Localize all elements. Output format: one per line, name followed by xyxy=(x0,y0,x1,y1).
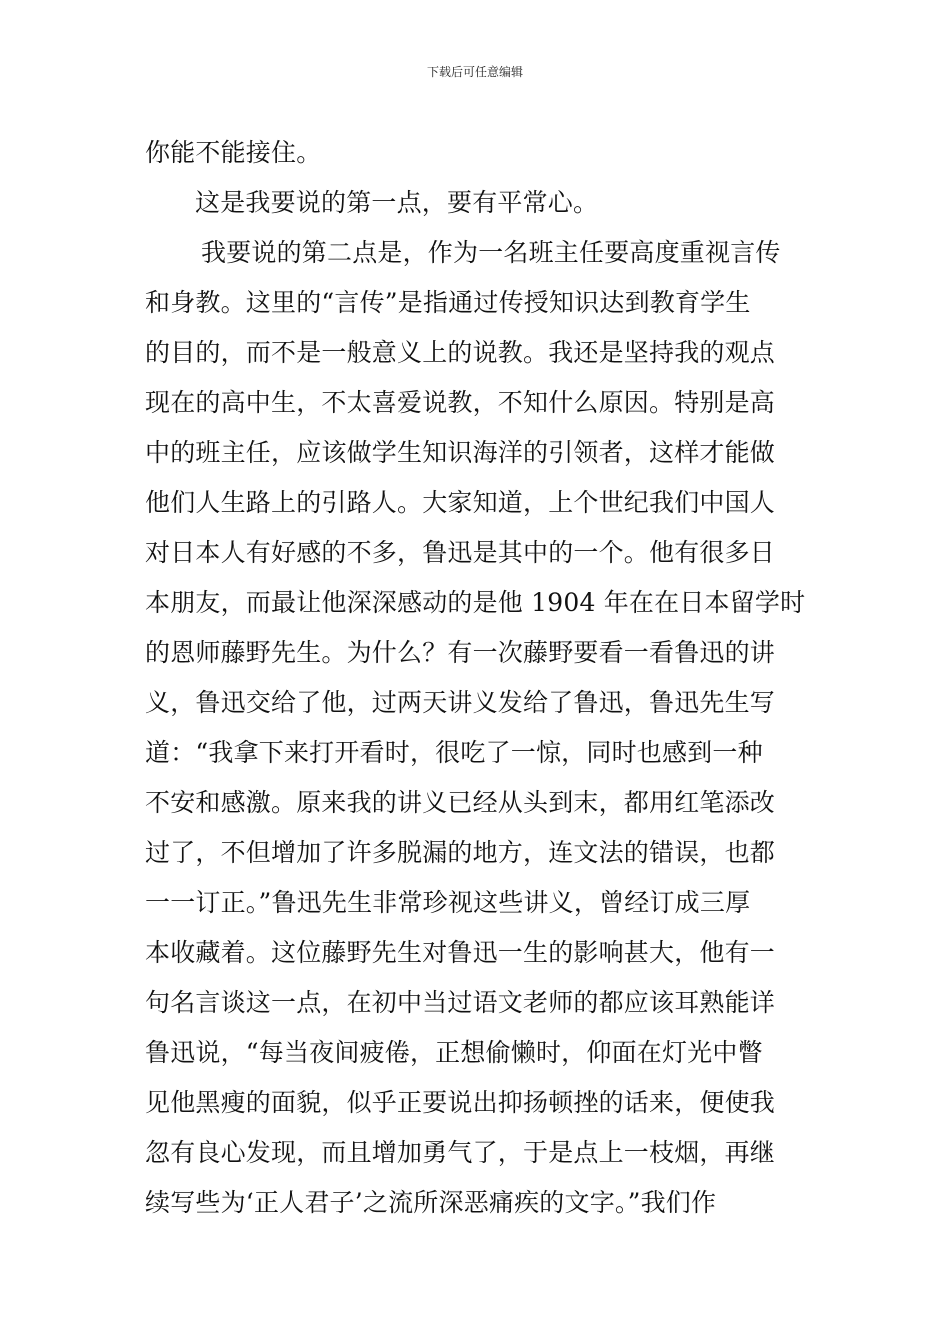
page-header: 下载后可任意编辑 xyxy=(426,65,523,79)
text-line: 本收藏着。这位藤野先生对鲁迅一生的影响甚大，他有一 xyxy=(145,938,776,967)
text-line: 他们人生路上的引路人。大家知道，上个世纪我们中国人 xyxy=(145,488,776,517)
text-line: 不安和感激。原来我的讲义已经从头到末，都用红笔添改 xyxy=(145,788,776,817)
text-line: 中的班主任，应该做学生知识海洋的引领者，这样才能做 xyxy=(145,438,776,467)
text-line: 的目的，而不是一般意义上的说教。我还是坚持我的观点 xyxy=(145,338,776,367)
text-line: 句名言谈这一点，在初中当过语文老师的都应该耳熟能详 xyxy=(145,988,776,1017)
text-line: 义，鲁迅交给了他，过两天讲义发给了鲁迅，鲁迅先生写 xyxy=(145,688,776,717)
text-line: 续写些为‘正人君子’之流所深恶痛疾的文字。”我们作 xyxy=(145,1188,717,1217)
text-line: 一一订正。”鲁迅先生非常珍视这些讲义，曾经订成三厚 xyxy=(145,888,751,917)
text-line: 本朋友，而最让他深深感动的是他 1904 年在在日本留学时 xyxy=(145,588,806,617)
text-line: 这是我要说的第一点，要有平常心。 xyxy=(195,188,599,217)
text-line: 道：“我拿下来打开看时，很吃了一惊，同时也感到一种 xyxy=(145,738,763,767)
text-line: 见他黑瘦的面貌，似乎正要说出抑扬顿挫的话来，便使我 xyxy=(145,1088,776,1117)
text-line: 的恩师藤野先生。为什么？有一次藤野要看一看鲁迅的讲 xyxy=(145,638,776,667)
text-line: 我要说的第二点是，作为一名班主任要高度重视言传 xyxy=(201,238,781,267)
text-line: 鲁迅说，“每当夜间疲倦，正想偷懒时，仰面在灯光中瞥 xyxy=(145,1038,763,1067)
text-line: 和身教。这里的“言传”是指通过传授知识达到教育学生 xyxy=(145,288,751,317)
text-line: 过了，不但增加了许多脱漏的地方，连文法的错误，也都 xyxy=(145,838,776,867)
text-line: 对日本人有好感的不多，鲁迅是其中的一个。他有很多日 xyxy=(145,538,776,567)
text-line: 你能不能接住。 xyxy=(145,138,322,167)
text-line: 现在的高中生，不太喜爱说教，不知什么原因。特别是高 xyxy=(145,388,776,417)
text-line: 忽有良心发现，而且增加勇气了，于是点上一枝烟，再继 xyxy=(145,1138,776,1167)
document-body xyxy=(145,128,815,1228)
